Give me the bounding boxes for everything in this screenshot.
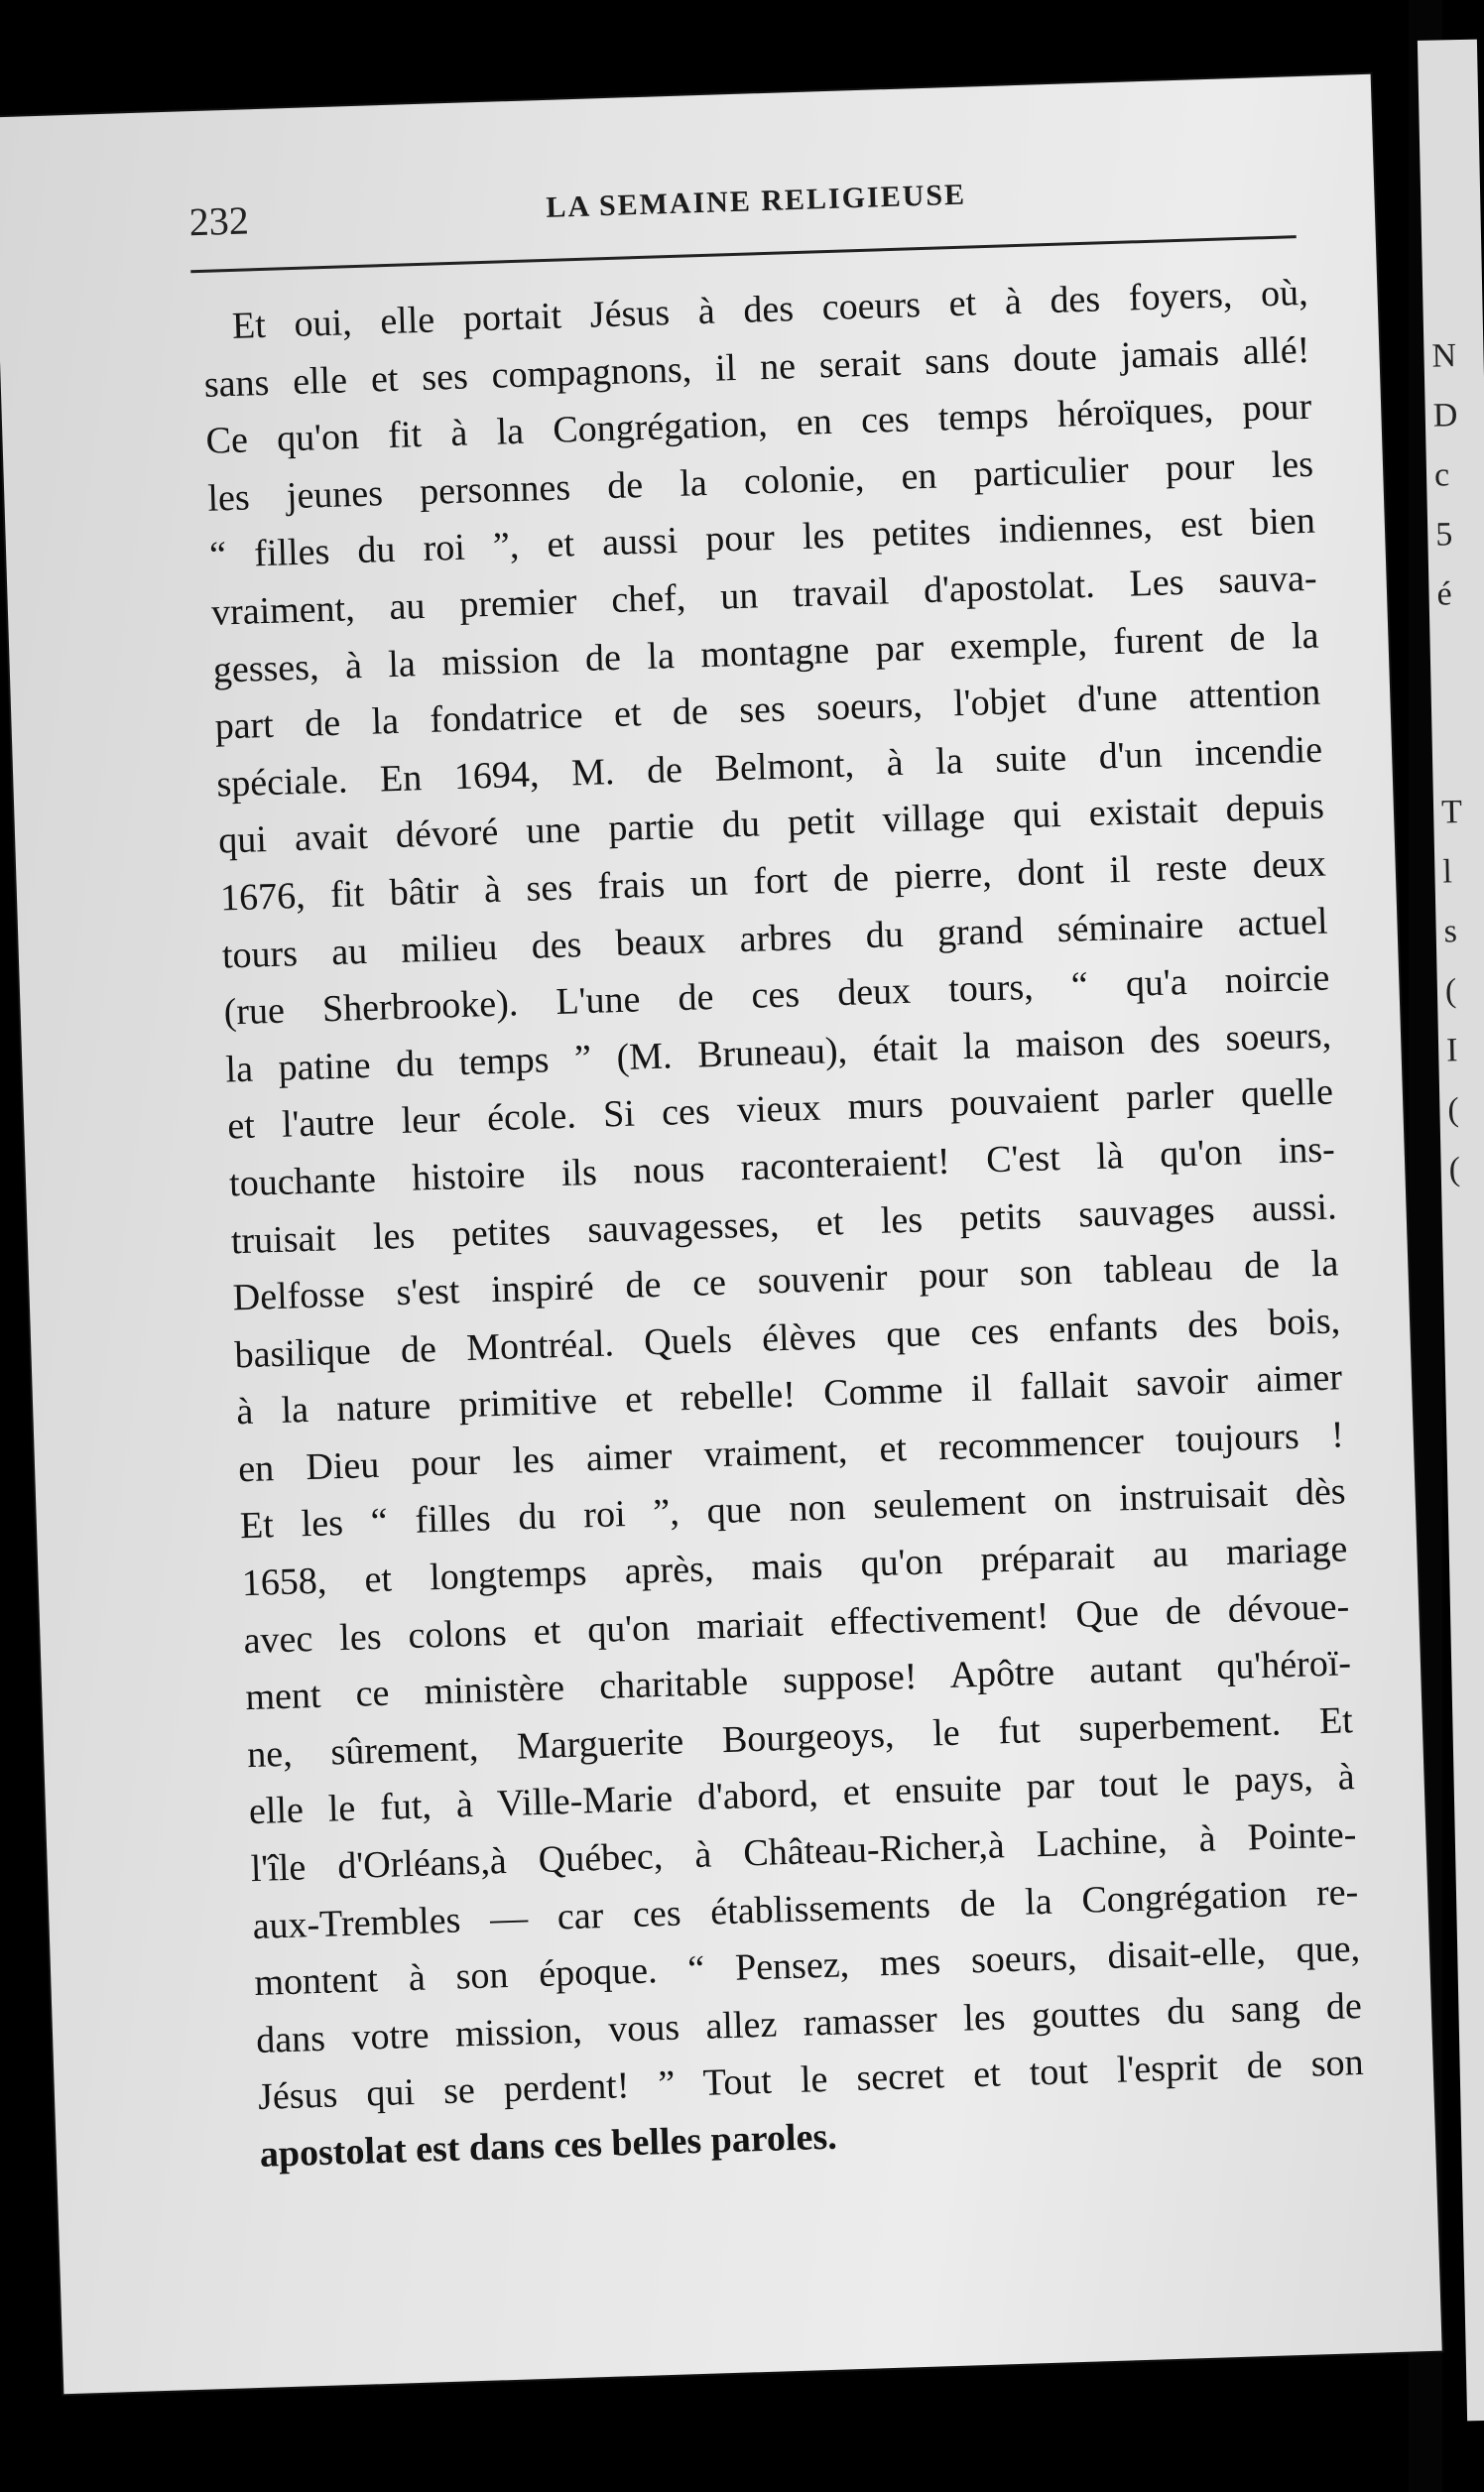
text-line: spéciale. En 1694, M. de Belmont, à la suite d'un incendie <box>215 728 1323 806</box>
adjacent-fragment: é <box>1436 575 1453 613</box>
adjacent-fragment: ( <box>1448 1151 1461 1188</box>
adjacent-fragment: s <box>1443 913 1458 950</box>
adjacent-fragment: 5 <box>1434 516 1453 554</box>
text-line: Et oui, elle portait Jésus à des coeurs et à des foyers, où, <box>231 271 1309 347</box>
body-text <box>201 265 1366 2184</box>
text-line: 1658, et longtemps après, mais qu'on préparait au mariage <box>241 1528 1348 1605</box>
adjacent-fragment: l <box>1442 853 1453 891</box>
text-line: “ filles du roi ”, et aussi pour les petites indiennes, est bien <box>208 500 1316 577</box>
text-line: à la nature primitive et rebelle! Comme il fallait savoir aimer <box>235 1356 1343 1433</box>
text-line: l'île d'Orléans,à Québec, à Château-Richer,à Lachine, à Pointe- <box>250 1813 1357 1891</box>
text-line: truisait les petites sauvagesses, et les petits sauvages aussi. <box>230 1184 1338 1262</box>
text-line: sans elle et ses compagnons, il ne serait sans doute jamais allé! <box>203 328 1310 406</box>
text-line: avec les colons et qu'on mariait effectivement! Que de dévoue- <box>242 1584 1350 1662</box>
text-line: en Dieu pour les aimer vraiment, et recommencer toujours ! <box>237 1414 1345 1491</box>
text-line: vraiment, au premier chef, un travail d'apostolat. Les sauva- <box>210 557 1318 634</box>
text-line: qui avait dévoré une partie du petit village qui existait depuis <box>217 785 1325 862</box>
adjacent-fragment: c <box>1433 456 1450 494</box>
adjacent-fragment: D <box>1432 397 1458 435</box>
text-line: ne, sûrement, Marguerite Bourgeoys, le fut superbement. Et <box>246 1698 1354 1776</box>
text-line: basilique de Montréal. Quels élèves que ces enfants des bois, <box>233 1300 1341 1377</box>
text-line: la patine du temps ” (M. Bruneau), était la maison des soeurs, <box>224 1014 1332 1091</box>
adjacent-fragment: N <box>1431 337 1457 375</box>
text-line: dans votre mission, vous allez ramasser les gouttes du sang de <box>255 1984 1363 2061</box>
text-line: ment ce ministère charitable suppose! Apôtre autant qu'héroï- <box>244 1642 1352 1719</box>
text-line: 1676, fit bâtir à ses frais un fort de pierre, dont il reste deux <box>219 842 1327 920</box>
text-line: (rue Sherbrooke). L'une de ces deux tours, “ qu'a noircie <box>223 956 1330 1034</box>
text-line: Delfosse s'est inspiré de ce souvenir pour son tableau de la <box>232 1242 1339 1319</box>
text-line-last: apostolat est dans ces belles paroles. <box>259 2115 838 2176</box>
text-line: Et les “ filles du roi ”, que non seulement on instruisait dès <box>239 1470 1347 1548</box>
scanned-page <box>0 74 1442 2395</box>
adjacent-fragment: T <box>1440 794 1463 831</box>
adjacent-fragment: ( <box>1444 972 1457 1010</box>
text-line: part de la fondatrice et de ses soeurs, l'objet d'une attention <box>214 671 1321 748</box>
text-line: les jeunes personnes de la colonie, en particulier pour les <box>206 442 1314 520</box>
text-line: touchante histoire ils nous raconteraient! C'est là qu'on ins- <box>228 1128 1336 1205</box>
text-line: tours au milieu des beaux arbres du grand séminaire actuel <box>221 900 1329 977</box>
running-title: LA SEMAINE RELIGIEUSE <box>545 178 967 224</box>
text-line: montent à son époque. “ Pensez, mes soeurs, disait-elle, que, <box>253 1928 1361 2005</box>
text-line: gesses, à la mission de la montagne par exemple, furent de la <box>212 614 1319 691</box>
adjacent-fragment: ( <box>1447 1091 1460 1129</box>
adjacent-fragment: I <box>1445 1032 1458 1069</box>
page-number: 232 <box>187 197 250 245</box>
text-line: elle le fut, à Ville-Marie d'abord, et ensuite par tout le pays, à <box>248 1756 1356 1833</box>
text-line: Ce qu'on fit à la Congrégation, en ces temps héroïques, pour <box>204 385 1312 462</box>
text-line: Jésus qui se perdent! ” Tout le secret et tout l'esprit de son <box>257 2042 1365 2119</box>
text-line: aux-Trembles — car ces établissements de la Congrégation re- <box>252 1870 1359 1947</box>
text-line: et l'autre leur école. Si ces vieux murs pouvaient parler quelle <box>226 1070 1334 1148</box>
